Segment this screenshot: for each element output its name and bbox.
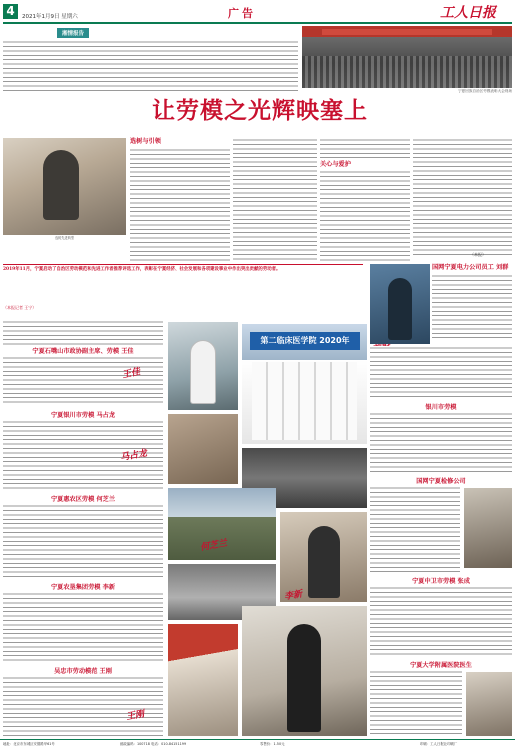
left-story-1-title: 宁夏石嘴山市政协副主席、劳模 王佳 <box>32 348 134 355</box>
photo-lab-person <box>190 340 216 404</box>
right-photo-1 <box>370 264 430 344</box>
lead-photo <box>3 138 126 235</box>
photo-shop <box>168 624 238 736</box>
intro-note: （本报记者 王宁） <box>3 305 37 310</box>
footer-price: 零售价：1.50元 <box>260 742 285 746</box>
right-story-1-text <box>432 274 512 340</box>
left-story-1-text-b <box>3 356 163 406</box>
signature-3: 何芝兰 <box>199 538 228 554</box>
portrait-b-person <box>287 624 321 732</box>
hospital-doctors <box>252 362 357 440</box>
top-photo <box>302 26 512 88</box>
top-photo-caption: 宁夏回族自治区劳模表彰大会现场 <box>458 89 512 93</box>
left-story-5-title: 吴忠市劳动模范 王刚 <box>54 668 112 675</box>
left-stories <box>3 320 163 740</box>
left-story-1 <box>3 320 163 410</box>
col3-text-bottom <box>320 170 410 262</box>
right-story-4 <box>370 578 512 658</box>
lead-photo-person <box>43 150 79 220</box>
right-story-2-title: 银川市劳模 <box>425 404 457 411</box>
stage-banner <box>322 29 492 35</box>
col3-heading: 关心与爱护 <box>320 161 351 168</box>
right-story-1-title: 国网宁夏电力公司员工 刘群 <box>432 264 509 271</box>
intro-box <box>3 264 363 320</box>
portrait-a-person <box>308 526 340 598</box>
right-photo-2 <box>464 488 512 568</box>
page-number: 4 <box>6 4 15 18</box>
page-number-badge <box>3 4 18 19</box>
left-story-2-title: 宁夏银川市劳模 马占龙 <box>50 412 116 419</box>
left-story-1-text-a <box>3 320 163 348</box>
hospital-banner <box>250 332 360 350</box>
header-rule <box>3 22 512 24</box>
section-title: 广告 <box>228 7 256 20</box>
lead-signature: （本报） <box>470 252 486 257</box>
top-left-block <box>3 26 298 96</box>
footer <box>0 739 515 748</box>
signature-2: 马占龙 <box>119 448 148 464</box>
right-story-3-text <box>370 486 460 572</box>
col3-text-top <box>320 138 410 160</box>
right-stories <box>370 264 512 738</box>
footer-phones: 邮政编码：100718 电话：010-84151199 <box>120 742 187 746</box>
masthead-logo <box>440 2 496 22</box>
photo-portrait-b <box>242 606 367 736</box>
masthead-text: 工人日报 <box>440 5 496 21</box>
hospital-banner-text: 第二临床医学院 2020年 <box>260 336 350 345</box>
lead-col-4 <box>413 138 512 258</box>
left-story-4-text <box>3 592 163 662</box>
left-story-3-title: 宁夏惠农区劳模 何芝兰 <box>50 496 116 503</box>
footer-address: 地址：北京市东城区安德路甲61号 <box>3 742 55 746</box>
intro-lead: 2019年11月，宁夏启动了自治区劳动模范和先进工作者推荐评选工作，表彰在宁夏经济、社会发展和各项建设事业中作出突出贡献的劳动者。 <box>3 267 281 272</box>
left-story-3 <box>3 496 163 580</box>
lead-col-3 <box>320 138 410 262</box>
lead-col-2 <box>233 138 317 262</box>
lead-photo-caption: 选树先进典型 <box>54 236 75 240</box>
right-story-5-text <box>370 670 462 736</box>
main-headline: 让劳模之光辉映塞上 <box>152 98 368 124</box>
left-story-3-text <box>3 504 163 578</box>
photo-meeting <box>168 414 238 484</box>
col2-text <box>130 148 230 262</box>
right-story-1-text-b <box>370 346 512 400</box>
left-story-4 <box>3 584 163 664</box>
photo-hospital <box>242 324 367 444</box>
right-story-1 <box>432 264 512 344</box>
date-line: 2021年1月9日 星期六 <box>22 14 78 20</box>
right-story-5 <box>370 662 512 738</box>
footer-print: 印刷：工人日报社印刷厂 <box>420 742 458 746</box>
intro-text-block <box>3 40 298 94</box>
right-story-4-text <box>370 586 512 656</box>
signature-1: 王佳 <box>121 367 142 381</box>
right-story-3-title: 国网宁夏检修公司 <box>416 478 466 485</box>
section-label-text: 湘情报告 <box>62 31 85 37</box>
right-story-4-title: 宁夏中卫市劳模 张成 <box>412 578 470 585</box>
right-photo-3 <box>466 672 512 736</box>
photo-lab <box>168 322 238 410</box>
left-story-5 <box>3 668 163 740</box>
lead-col-1 <box>130 138 230 262</box>
right-story-2-text <box>370 412 512 472</box>
col2-heading: 选树与引领 <box>130 138 161 145</box>
page-header <box>0 0 515 24</box>
section-label <box>57 28 89 38</box>
signature-4: 李新 <box>283 589 304 603</box>
right-photo-1-person <box>388 278 412 340</box>
audience-rows <box>302 56 512 88</box>
left-story-4-title: 宁夏农垦集团劳模 李新 <box>50 584 116 591</box>
right-story-2 <box>370 404 512 474</box>
right-story-3 <box>370 478 512 574</box>
right-story-5-title: 宁夏大学附属医院医生 <box>410 662 472 669</box>
signature-5: 王刚 <box>125 709 146 723</box>
